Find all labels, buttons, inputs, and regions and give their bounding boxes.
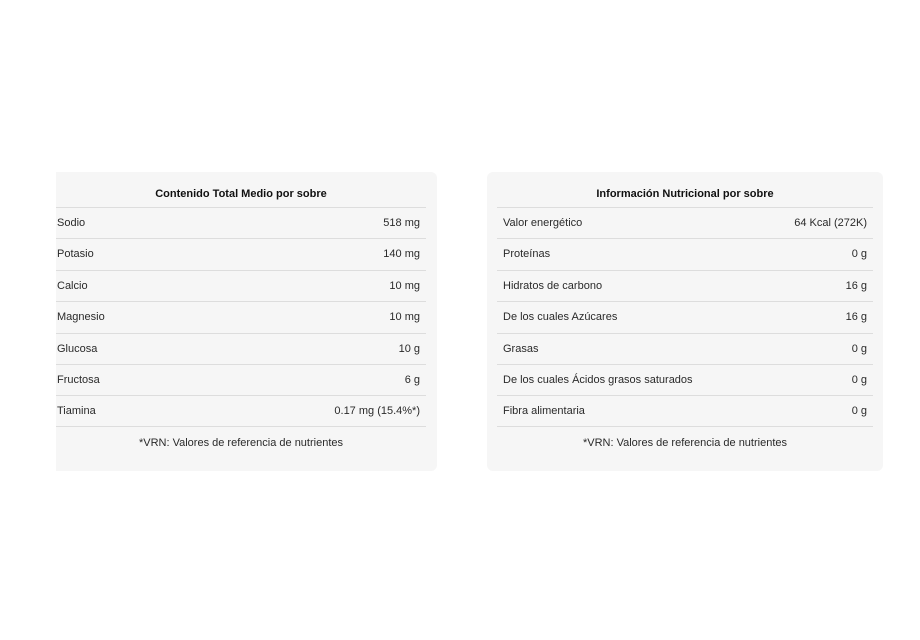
nutrient-value: 6 g bbox=[404, 373, 420, 386]
nutrient-label: Proteínas bbox=[503, 248, 551, 261]
nutrient-label: Hidratos de carbono bbox=[503, 279, 603, 292]
nutrient-value: 0 g bbox=[851, 373, 867, 386]
table-row bbox=[497, 270, 873, 301]
nutrient-value: 0 g bbox=[851, 248, 867, 261]
table-row bbox=[56, 364, 426, 395]
nutrient-label: Grasas bbox=[503, 342, 539, 355]
table-row bbox=[56, 270, 426, 301]
table-title: Información Nutricional por sobre bbox=[596, 188, 774, 200]
nutrient-value: 140 mg bbox=[383, 248, 420, 261]
nutrition-info-table bbox=[487, 172, 883, 471]
table-body bbox=[56, 207, 426, 427]
nutrient-value: 10 g bbox=[398, 342, 420, 355]
nutrient-value: 16 g bbox=[845, 311, 867, 324]
nutrient-label: Sodio bbox=[57, 217, 86, 229]
table-title: Contenido Total Medio por sobre bbox=[155, 188, 327, 200]
total-content-table bbox=[56, 172, 437, 471]
nutrient-label: Glucosa bbox=[57, 342, 98, 355]
table-row bbox=[497, 238, 873, 269]
table-footnote: *VRN: Valores de referencia de nutrientes bbox=[138, 437, 343, 449]
table-row bbox=[56, 301, 426, 332]
nutrient-value: 518 mg bbox=[383, 217, 420, 229]
table-row bbox=[497, 207, 873, 238]
nutrient-value: 10 mg bbox=[389, 279, 420, 292]
table-row bbox=[497, 301, 873, 332]
table-row bbox=[56, 207, 426, 238]
nutrient-value: 0 g bbox=[851, 405, 867, 418]
table-body bbox=[497, 207, 873, 427]
nutrient-label: Potasio bbox=[57, 248, 94, 261]
table-row bbox=[56, 238, 426, 269]
table-row bbox=[497, 395, 873, 426]
nutrient-label: De los cuales Azúcares bbox=[503, 311, 618, 324]
nutrient-value: 64 Kcal (272K) bbox=[794, 217, 867, 229]
table-footnote: *VRN: Valores de referencia de nutrientes bbox=[582, 437, 787, 449]
table-row bbox=[497, 364, 873, 395]
nutrient-value: 0.17 mg (15.4%*) bbox=[334, 405, 420, 418]
nutrient-label: De los cuales Ácidos grasos saturados bbox=[503, 373, 693, 386]
nutrient-label: Calcio bbox=[57, 279, 88, 292]
table-row bbox=[497, 333, 873, 364]
nutrient-value: 10 mg bbox=[389, 311, 420, 324]
nutrient-value: 16 g bbox=[845, 279, 867, 292]
nutrient-label: Fructosa bbox=[57, 373, 100, 386]
nutrient-label: Valor energético bbox=[503, 217, 583, 229]
nutrient-label: Tiamina bbox=[57, 405, 96, 418]
nutrient-label: Fibra alimentaria bbox=[503, 405, 585, 418]
table-row bbox=[56, 333, 426, 364]
nutrient-label: Magnesio bbox=[57, 311, 105, 324]
nutrient-value: 0 g bbox=[851, 342, 867, 355]
table-row bbox=[56, 395, 426, 426]
